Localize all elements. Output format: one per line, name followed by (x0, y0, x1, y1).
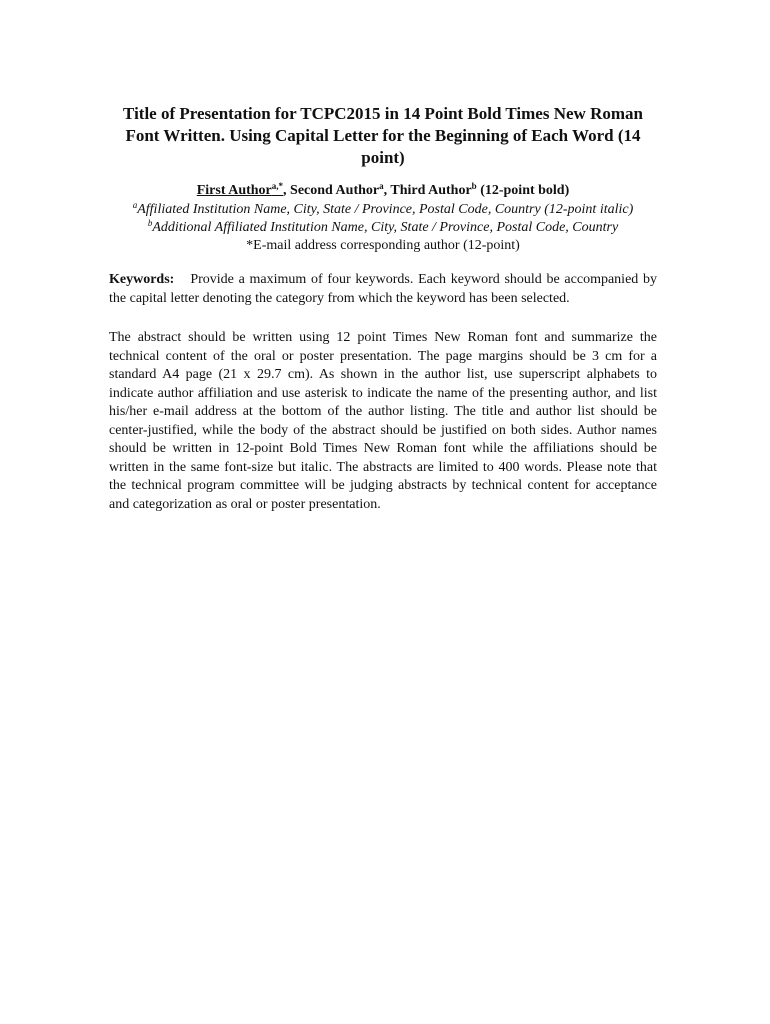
affiliation-mark: a (132, 200, 138, 210)
affiliation-mark: b (147, 218, 153, 228)
second-author-name: Second Author (290, 183, 380, 198)
corresponding-email-line: *E-mail address corresponding author (12-point) (246, 238, 520, 253)
keywords-text: Provide a maximum of four keywords. Each keyword should be accompanied by the capital letter denoting the category from which the keyword has been selected. (109, 272, 657, 306)
keywords-label: Keywords: (109, 272, 175, 287)
affiliation-text: Additional Affiliated Institution Name, City, State / Province, Postal Code, Country (152, 220, 619, 235)
affiliation-text: Affiliated Institution Name, City, State / Province, Postal Code, Country (12-point italic) (137, 202, 634, 217)
author-separator: , (283, 183, 291, 198)
third-author-affiliation-mark: b (471, 181, 477, 191)
first-author-affiliation-mark: a,* (271, 181, 284, 191)
abstract-paragraph: The abstract should be written using 12 point Times New Roman font and summarize the technical content of the oral or poster presentation. The page margins should be 3 cm for a standard A4 page (21 x 29.7 cm). As shown in the author list, use superscript alphabets to indicate author affiliation and use asterisk to indicate the name of the presenting author, and list his/her e-mail address at the bottom of the author listing. The title and author list should be center-justified, while the body of the abstract should be justified on both sides. Author names should be written in 12-point Bold Times New Roman font while the affiliations should be written in the same font-size but italic. The abstracts are limited to 400 words. Please note that the technical program committee will be judging abstracts by technical content for acceptance and categorization as oral or poster presentation. (109, 330, 657, 512)
author-separator: , (383, 183, 391, 198)
second-author-affiliation-mark: a (379, 181, 384, 191)
first-author (197, 183, 283, 198)
affiliation-b (109, 219, 657, 237)
author-format-note: (12-point bold) (476, 183, 570, 198)
keywords-paragraph (109, 270, 657, 308)
third-author-name: Third Author (390, 183, 472, 198)
first-author-name: First Author (196, 183, 272, 198)
document-content (109, 103, 657, 528)
document-title: Title of Presentation for TCPC2015 in 14 Point Bold Times New Roman Font Written. Using Capital Letter for the Beginning of Each Word (14 point) (123, 104, 643, 167)
affiliation-a (109, 201, 657, 219)
author-list (109, 182, 657, 200)
